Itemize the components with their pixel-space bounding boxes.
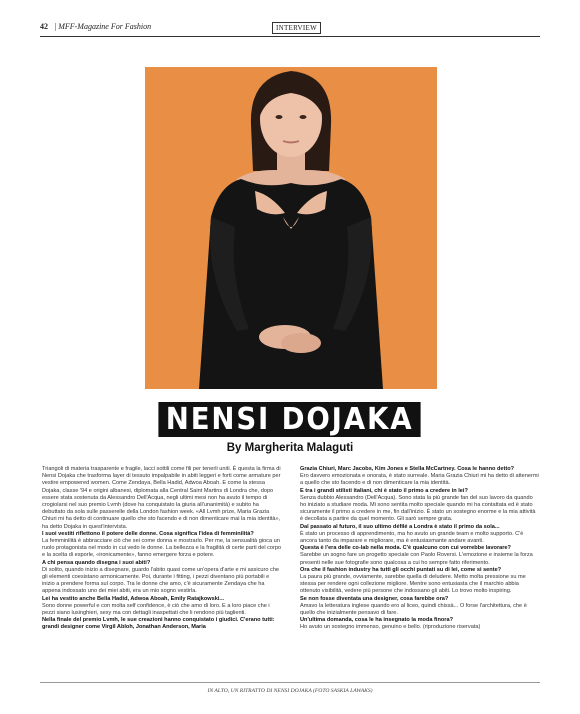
interview-question: E tra i grandi stilisti italiani, chi è stato il primo a credere in lei? — [300, 487, 468, 494]
article-title — [40, 402, 540, 437]
interview-question: Questa è l'era delle co-lab nella moda. C'è qualcuno con cui vorrebbe lavorare? — [300, 545, 511, 552]
right-column — [300, 466, 540, 632]
body-paragraph: Sono donne powerful e con molta self confidence, è ciò che amo di loro. E a loro piace che i pezzi siano lusinghieri, sexy ma con dettagli inaspettati che li rendono più taglienti. — [42, 602, 270, 617]
interview-question: Se non fosse diventata una designer, cosa farebbe ora? — [300, 595, 449, 602]
byline: By Margherita Malaguti — [226, 442, 354, 454]
interview-question: Grazia Chiuri, Marc Jacobs, Kim Jones e Stella McCartney. Cosa le hanno detto? — [300, 466, 515, 472]
left-column — [42, 466, 282, 632]
interview-question: I suoi vestiti riflettono il potere delle donne. Cosa significa l'idea di femminilità? — [42, 530, 254, 537]
interview-question: Nella finale del premio Lvmh, le sue creazioni hanno conquistato i giudici. C'erano tutti: grandi designer come Virgil Abloh, Jonathan Anderson, Maria — [42, 617, 275, 631]
caption-rule — [40, 682, 540, 683]
article-title-text: NENSI DOJAKA — [159, 402, 421, 437]
section-label: INTERVIEW — [272, 22, 321, 34]
portrait-photo — [145, 67, 437, 389]
body-paragraph: La femminilità è abbracciare ciò che sei come donna e mostrarlo. Per me, la sensualità gioca un ruolo protagonista nel modo in cui vedo le donne. La bellezza e la fragilità di certe parti del corpo e la scelta di esporle, «ironicamente», fanno emergere forza e potere. — [42, 538, 282, 559]
interview-question: Un'ultima domanda, cosa le ha insegnato la moda finora? — [300, 617, 454, 624]
body-paragraph: Ho avuto un sostegno immenso, genuino e bello. (riproduzione riservata) — [300, 624, 481, 631]
magazine-name: | MFF-Magazine For Fashion — [54, 22, 152, 31]
body-paragraph: Di solito, quando inizio a disegnare, guardo l'abito quasi come un'opera d'arte e mi assicuro che gli elementi coesistano armonicamente. Poi, durante i fitting, i pezzi diventano più portabili e inizio a prendere forma sul corpo. Tra le donne che amo, c'è sicuramente Zendaya che ha appena indossato uno dei miei abiti, era un mio sogno vestirla. — [42, 566, 280, 595]
interview-question: Lei ha vestito anche Bella Hadid, Adwoa Aboah, Emily Ratajkowski... — [42, 595, 225, 602]
body-paragraph: Senza dubbio Alessandro (Dell'Acqua). Sono stata la più grande fan del suo lavoro da quando ho iniziato a studiare moda. Mi sono sentita molto speciale quando mi ha contattata ed è stato sicuramente il primo a credere in me, fin dall'inizio. È stato un sostegno enorme e la mia attività è decollata a partire da quel momento. Gli sarò sempre grata. — [300, 494, 536, 523]
interview-question: Dal passato al futuro, il suo ultimo défilé a Londra è stato il primo da sola... — [300, 523, 500, 530]
interview-question: A chi pensa quando disegna i suoi abiti? — [42, 559, 151, 566]
body-paragraph: Amavo la letteratura inglese quando ero al liceo, quindi chissà... O forse l'architettura, che è quello che inizialmente pensavo di fare. — [300, 602, 527, 617]
page-header — [40, 22, 151, 31]
photo-caption: IN ALTO, UN RITRATTO DI NENSI DOJAKA (FOTO SASKIA LAWAKS) — [207, 688, 373, 694]
body-paragraph: Sarebbe un sogno fare un progetto speciale con Paolo Roversi. L'emozione e insieme la forza presenti nelle sue fotografie sono qualcosa a cui ho sempre fatto riferimento. — [300, 552, 533, 566]
body-paragraph: La paura più grande, ovviamente, sarebbe quella di deludere. Metto molta pressione su me stessa per rendere ogni collezione migliore. Mentre sono entusiasta che il marchio abbia ottenuto visibilità, vedere più persone che indossano gli abiti. Lo trovo molto inspiring. — [300, 574, 526, 595]
portrait-illustration — [145, 67, 437, 389]
interview-question: Ora che il fashion industry ha tutti gli occhi puntati su di lei, come si sente? — [300, 566, 502, 573]
body-paragraph: Ero davvero emozionata e onorata, è stato surreale. Maria Grazia Chiuri mi ha detto di attenermi a quello che sto facendo e di non dimenticare la mia identità. — [300, 473, 539, 487]
header-rule — [40, 36, 540, 37]
body-paragraph: È stato un processo di apprendimento, ma ho avuto un grande team e molto supporto. C'è ancora tanto da imparare e migliorare, ma è entusiasmante andare avanti. — [300, 530, 524, 545]
body-paragraph: Triangoli di materia trasparente e fragile, lacci sottili come fili per tenerli uniti. È questa la firma di Nensi Dojaka che trasforma layer di tessuto impalpabile in abiti leggeri e forti come armature per vestire empowered women. Come Zendaya, Bella Hadid, Adwoa Aboah. E come la stessa Dojaka, classe '94 e origini albanesi, diplomata alla Central Saint Martins di Londra che, dopo essere stata sostenuta da Alessandro Dell'Acqua, negli ultimi mesi non ha avuto il tempo di crogiolarsi nel suo premio Lvmh (dove ha conquistato la giuria all'unanimità) e subito ha debuttato da sola sulle passerelle della London fashion week. «All Lvmh prize, Maria Grazia Chiuri mi ha detto di continuare quello che sto facendo e di non dimenticare mai la mia identità», ha detto Dojaka in quest'intervista. — [42, 466, 281, 530]
page-number: 42 — [40, 22, 48, 31]
